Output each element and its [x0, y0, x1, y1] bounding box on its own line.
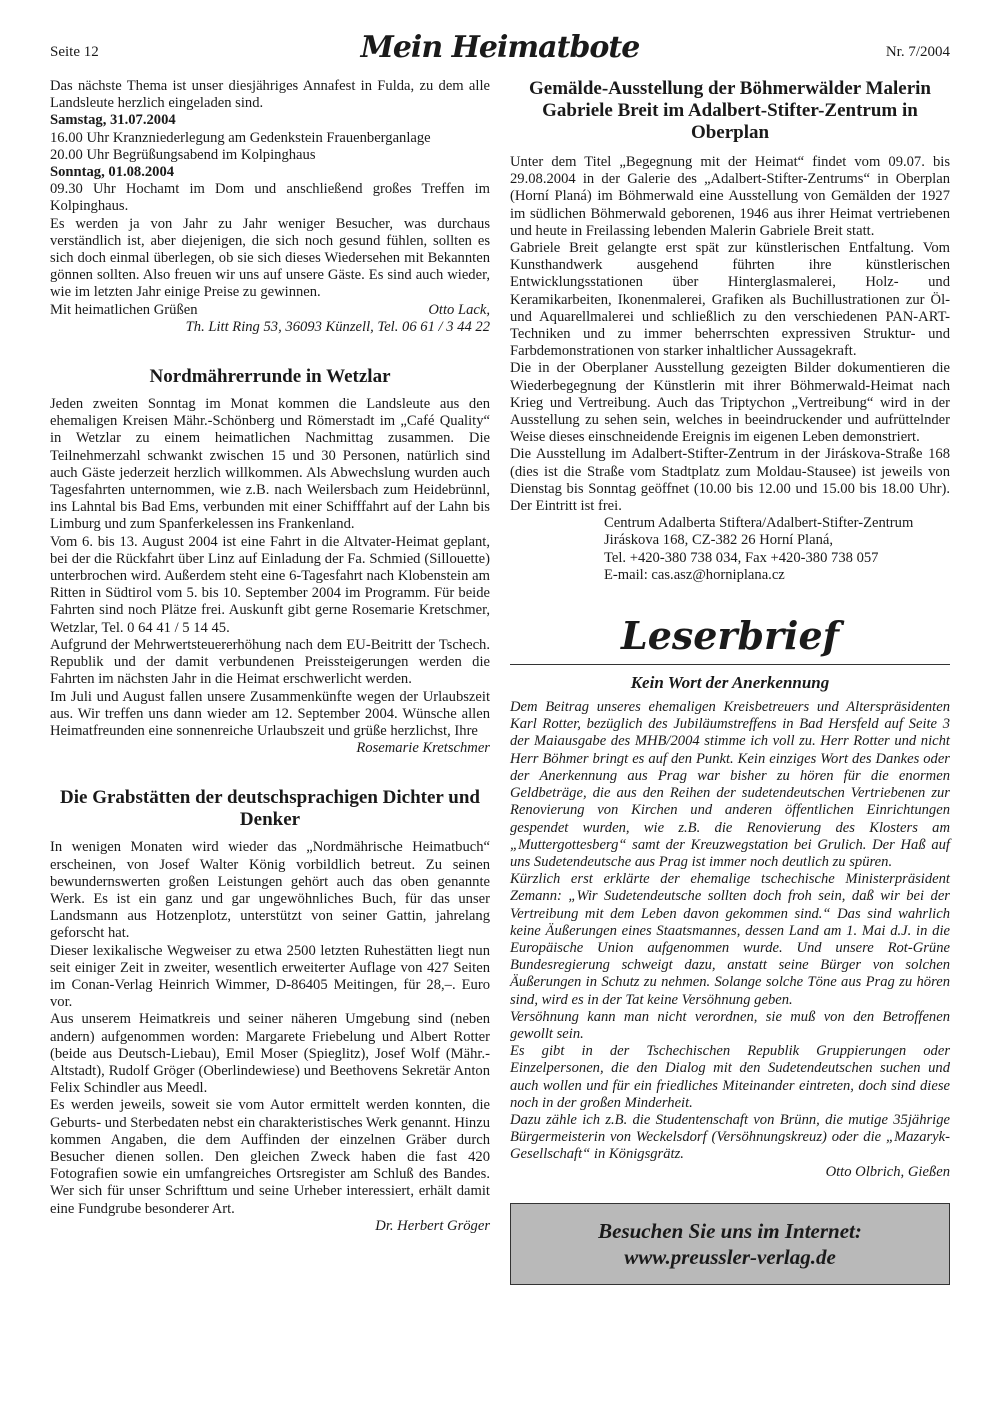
ad-line: Besuchen Sie uns im Internet:	[598, 1218, 862, 1243]
body-text: Es werden ja von Jahr zu Jahr weniger Besucher, was durchaus verständlich ist, aber diejenigen, die sich noch gesund fühlen, sollten es sich doch einmal überlegen, ob sie sich dieses Wiedersehen mit Bekannten gönnen sollten. Also freuen wir uns auf unsere Gäste. Es sind auch wieder, wie im letzten Jahr einige Preise zu gewinnen.	[50, 215, 490, 301]
event-item: 16.00 Uhr Kranzniederlegung am Gedenkstein Frauenberganlage	[50, 129, 431, 146]
event-item: 20.00 Uhr Begrüßungsabend im Kolpinghaus	[50, 146, 316, 163]
body-text: Aufgrund der Mehrwertsteuererhöhung nach dem EU-Beitritt der Tschech. Republik und der damit verbundenen Preissteigerungen werden die Fahrten im nächsten Jahr in die Heimat erschwerlicht werden.	[50, 636, 490, 688]
contact-line: Jiráskova 168, CZ-382 26 Horní Planá,	[604, 532, 834, 549]
greeting: Mit heimatlichen Grüßen	[50, 301, 198, 318]
body-text: Jeden zweiten Sonntag im Monat kommen die Landsleute aus den ehemaligen Kreisen Mähr.-Schönberg und Römerstadt im „Café Quality“ in Wetzlar zu einem heimatlichen Nachmittag zusammen. Die Teilnehmerzahl schwankt zwischen 15 und 30 Personen, natürlich sind auch Gäste jederzeit herzlich willkommen. Als Abwechslung wurden auch Tagesfahrten unternommen, wie z.B. nach Weilersbach zum Heidebrünnl, ins Lahntal bis Bad Ems, verbunden mit einer Schifffahrt auf der Lahn bis Limburg und zum Spanferkelessen ins Frankenland.	[50, 396, 490, 533]
page-number: Seite 12	[50, 44, 99, 60]
section-title: Die Grabstätten der deutschsprachigen Dichter und Denker	[60, 787, 480, 831]
contact-email: E-mail: cas.asz@horniplana.cz	[604, 566, 785, 583]
masthead-logo: Mein Heimatbote	[360, 30, 640, 65]
signature: Otto Lack,	[428, 301, 490, 318]
body-text: Dieser lexikalische Wegweiser zu etwa 2500 letzten Ruhestätten liegt nun seit einiger Zeit in zweiter, wesentlich erweiterter Auflage von 427 Seiten im Conan-Verlag Heinrich Wimmer, D-86405 Meitingen, für 28,–. Euro vor.	[50, 942, 490, 1011]
letter-title: Kein Wort der Anerkennung	[630, 673, 830, 693]
signature: Rosemarie Kretschmer	[356, 740, 490, 757]
left-column	[50, 78, 490, 1235]
author-address: Th. Litt Ring 53, 36093 Künzell, Tel. 06 61 / 3 44 22	[185, 318, 490, 335]
contact-block	[510, 515, 950, 584]
body-text: In wenigen Monaten wird wieder das „Nordmährische Heimatbuch“ erscheinen, von Josef Walter König vorbildlich betreut. Zu seinen bewundernswerten großen Leistungen gehört auch das oben genannte Werk. Es ist ein ganz und gar ungewöhnliches Buch, für das unser Landsmann aus Hotzenplotz, unterstützt von seiner Gattin, jahrelang geforscht hat.	[50, 839, 490, 942]
page-header	[50, 30, 950, 70]
issue-number: Nr. 7/2004	[885, 44, 950, 60]
section-title: Nordmährerrunde in Wetzlar	[149, 366, 391, 388]
body-text: Aus unserem Heimatkreis und seiner näheren Umgebung sind (neben andern) aufgenommen worden: Margarete Friebelung und Albert Rotter (beide aus Deutsch-Liebau), Emil Moser (Spieglitz), Josef Wolf (Mähr.-Altstadt), Rudolf Gröger (Oberlindewiese) und Beethovens Sekretär Anton Felix Schindler aus Meedl.	[50, 1011, 490, 1097]
body-text: Unter dem Titel „Begegnung mit der Heimat“ findet vom 09.07. bis 29.08.2004 in der Galerie des „Adalbert-Stifter-Zentrums“ in Oberplan (Horní Planá) im Böhmerwald eine Ausstellung von Gemälden der 1927 im südlichen Böhmerwald geborenen, 1946 aus ihrer Heimat vertriebenen und heute in Freilassing lebenden Malerin Gabriele Breit statt.	[510, 154, 950, 239]
signature: Dr. Herbert Gröger	[375, 1217, 490, 1234]
letter-paragraph: Versöhnung kann man nicht verordnen, sie muß von den Betroffenen gewollt sein.	[510, 1008, 950, 1042]
signature: Otto Olbrich, Gießen	[825, 1163, 950, 1180]
letter-paragraph: Es gibt in der Tschechischen Republik Gruppierungen oder Einzelpersonen, die den Dialog mit den Sudetendeutschen suchen und auch wollen und für ein friedliches Miteinander eintreten, doch sind diese noch in der großen Minderheit.	[510, 1043, 950, 1111]
letter-paragraph: Kürzlich erst erklärte der ehemalige tschechische Ministerpräsident Zemann: „Wir Sudetendeutsche sollten doch froh sein, daß wir bei der Vertreibung mit dem Leben davon gekommen sind.“ Das sind wahrlich keine Äußerungen eines Staatsmannes, dessen Land am 1. Mai d.J. in die Europäische Union aufgenommen wurde. Und unsere Rot-Grüne Bundesregierung schweigt dazu, anstatt seine Bürger von solchen Äußerungen in Schutz zu nehmen. Solange solche Töne aus Prag zu hören sind, wird es in der Tat keine Versöhnung geben.	[510, 871, 950, 1008]
contact-line: Centrum Adalberta Stiftera/Adalbert-Stifter-Zentrum	[604, 515, 914, 532]
contact-line: Tel. +420-380 738 034, Fax +420-380 738 057	[604, 549, 879, 566]
right-column	[510, 78, 950, 1285]
event-item: 09.30 Uhr Hochamt im Dom und anschließend großes Treffen im Kolpinghaus.	[50, 181, 490, 215]
event-date-sunday: Sonntag, 01.08.2004	[50, 164, 175, 181]
letter-body	[510, 699, 950, 1181]
body-text: Die Ausstellung im Adalbert-Stifter-Zentrum in der Jiráskova-Straße 168 (dies ist die Straße vom Stadtplatz zum Moldau-Stausee) ist jeweils von Dienstag bis Sonntag geöffnet (10.00 bis 12.00 und 15.00 bis 18.00 Uhr). Der Eintritt ist frei.	[510, 446, 950, 515]
event-date-saturday: Samstag, 31.07.2004	[50, 112, 176, 129]
body-text: Es werden jeweils, soweit sie vom Autor ermittelt werden konnten, die Geburts- und Sterbedaten nebst ein charakteristisches Werk genannt. Hinzu kommen Angaben, die dem Auffinden der einzelnen Gräber durch Besucher dienen sollen. Den gleichen Zweck haben die fast 420 Fotografien sowie ein umfangreiches Ortsregister am Schluß des Bandes. Wer sich für unser Schrifttum und seine Urheber interessiert, erhält damit eine Fundgrube besonderer Art.	[50, 1097, 490, 1217]
internet-ad-box	[510, 1203, 950, 1285]
ad-url: www.preussler-verlag.de	[624, 1244, 836, 1269]
intro-text: Das nächste Thema ist unser diesjähriges Annafest in Fulda, zu dem alle Landsleute herzlich eingeladen sind.	[50, 78, 490, 112]
body-text: Im Juli und August fallen unsere Zusammenkünfte wegen der Urlaubszeit aus. Wir treffen uns dann wieder am 12. September 2004. Wünsche allen Heimatfreunden eine sonnenreiche Urlaubszeit und grüße herzlichst, Ihre	[50, 688, 490, 739]
divider	[510, 664, 950, 665]
letter-paragraph: Dazu zähle ich z.B. die Studentenschaft von Brünn, die mutige 35jährige Bürgermeisterin von Weckelsdorf (Versöhnungskreuz) oder die „Mazaryk-Gesellschaft“ in Königsgrätz.	[510, 1111, 950, 1163]
body-text: Die in der Oberplaner Ausstellung gezeigten Bilder dokumentieren die Wiederbegegnung der Künstlerin mit ihrer Böhmerwald-Heimat nach Krieg und Vertreibung. Auch das Triptychon „Vertreibung“ wird in der Ausstellung zu sehen sein, welches in beeindruckender und aufrüttelnder Weise dieses einschneidende Ereignis im eigenen Leben demonstriert.	[510, 360, 950, 446]
section-title: Gemälde-Ausstellung der Böhmerwälder Malerin Gabriele Breit im Adalbert-Stifter-Zentrum in Oberplan	[529, 78, 931, 143]
body-text: Vom 6. bis 13. August 2004 ist eine Fahrt in die Altvater-Heimat geplant, bei der die Rückfahrt über Linz auf Einladung der Fa. Schmied (Sillouette) unterbrochen wird. Außerdem steht eine 6-Tagesfahrt nach Klobenstein am Ritten in Südtirol vom 5. bis 10. September 2004 im Programm. Für beide Fahrten sind noch Plätze frei. Auskunft gibt gerne Rosemarie Kretschmer, Wetzlar, Tel. 0 64 41 / 5 14 45.	[50, 533, 490, 636]
body-text: Gabriele Breit gelangte erst spät zur künstlerischen Entfaltung. Vom Kunsthandwerk ausgehend führten ihre künstlerischen Entwicklungsstationen über Hinterglasmalerei, Holz- und Keramikarbeiten, Ikonenmalerei, Grafiken als Buchillustrationen zur Öl- und Aquarellmalerei und schließlich zu den verschiedenen PAN-ART-Techniken und zu immer beherrschten expressiven Struktur- und Farbdemonstrationen von starker inhaltlicher Aussagekraft.	[510, 240, 950, 360]
signature-row	[50, 302, 490, 319]
leserbrief-heading: Leserbrief	[620, 613, 840, 659]
letter-paragraph: Dem Beitrag unseres ehemaligen Kreisbetreuers und Alterspräsidenten Karl Rotter, bezüglich des Jubiläumstreffens in Bad Hersfeld auf Seite 3 der Maiausgabe des MHB/2004 stimme ich voll zu. Herr Rotter und nicht Herr Böhmer bringt es auf den Punkt. Kein einziges Wort des Dankes oder der Anerkennung aus Prag war bisher zu hören für die enormen Geldbeträge, die aus den Reihen der sudetendeutschen Vertriebenen zur Renovierung von Kirchen und anderen öffentlichen Einrichtungen gespendet wurden, wie z.B. die Renovierung des Klosters am „Muttergottesberg“ samt der Kreuzwegstation bei Grulich. Der Haß auf uns Sudetendeutsche aus Prag ist immer noch deutlich zu spüren.	[510, 699, 950, 870]
